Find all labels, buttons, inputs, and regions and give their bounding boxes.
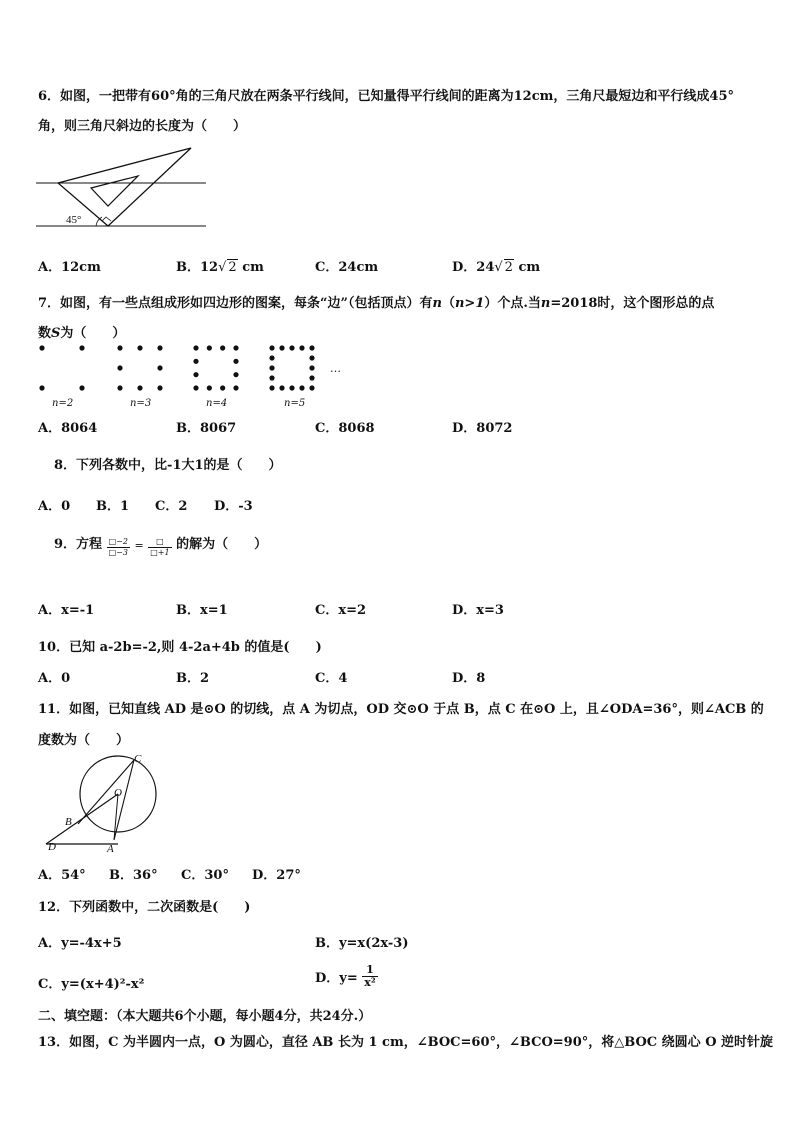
q9-option-a[interactable]: A．x=-1 [38, 603, 95, 618]
q12-option-b[interactable]: B．y=x(2x-3) [315, 936, 409, 951]
q7-dot [233, 385, 238, 390]
q12-stem: 12．下列函数中，二次函数是( ) [38, 900, 251, 915]
q7-dot [117, 385, 122, 390]
q7-dot [299, 385, 304, 390]
q12-option-c[interactable]: C．y=(x+4)²-x² [38, 977, 145, 992]
q7-dot [137, 385, 142, 390]
q11-option-b[interactable]: B．36° [109, 868, 158, 883]
q6-option-d-prefix: D．24 [452, 260, 495, 275]
q10-stem: 10．已知 a-2b=-2,则 4-2a+4b 的值是( ) [38, 640, 322, 655]
section2-title: 二、填空题：（本大题共6个小题，每小题4分，共24分.） [38, 1009, 372, 1024]
q8-option-c[interactable]: C．2 [155, 499, 188, 514]
q9-fraction-right [148, 537, 171, 558]
q6-option-c[interactable]: C．24cm [315, 260, 379, 275]
q7-dot [137, 345, 142, 350]
q7-stem-line1 [38, 292, 714, 311]
q7-option-b[interactable]: B．8067 [176, 421, 237, 436]
q7-dot [269, 355, 274, 360]
q7-option-c[interactable]: C．8068 [315, 421, 375, 436]
q11-stem-line1: 11．如图，已知直线 AD 是⊙O 的切线，点 A 为切点，OD 交⊙O 于点 B，点 C 在⊙O 上，且∠ODA=36°，则∠ACB 的 [38, 702, 764, 717]
q7-var-n: n [540, 296, 551, 311]
q6-option-b-unit: cm [242, 260, 264, 275]
q7-dot [117, 365, 122, 370]
q11-option-d[interactable]: D．27° [252, 868, 301, 883]
q6-angle-label: 45° [66, 214, 82, 226]
q7-dot [39, 385, 44, 390]
radical-icon: √ [494, 260, 503, 275]
q7-dot [309, 355, 314, 360]
q9-option-b[interactable]: B．x=1 [176, 603, 228, 618]
q7-dot [220, 345, 225, 350]
q10-option-d[interactable]: D．8 [452, 671, 486, 686]
q11-label-c: C [134, 753, 142, 765]
q8-stem: 8．下列各数中，比-1大1的是（ ） [54, 458, 282, 473]
q7-dot [207, 385, 212, 390]
q12-option-d-fraction [362, 964, 377, 989]
q7-text: 为（ ） [60, 326, 126, 341]
q12-option-a[interactable]: A．y=-4x+5 [38, 936, 122, 951]
q7-dot [279, 385, 284, 390]
q7-dot [117, 345, 122, 350]
q10-option-a[interactable]: A．0 [38, 671, 71, 686]
q6-option-b-radicand: 2 [228, 260, 237, 275]
q6-option-d-radicand: 2 [504, 260, 513, 275]
q7-dot-figure [36, 344, 356, 394]
q9-frac2-denominator: □+1 [150, 548, 170, 557]
q11-figure [40, 752, 160, 854]
q9-frac2-numerator: □ [148, 537, 171, 548]
q12-option-d-prefix: D．y= [315, 971, 358, 986]
q7-dot [269, 375, 274, 380]
q7-dot [269, 385, 274, 390]
q7-dot [299, 345, 304, 350]
q7-dot [79, 345, 84, 350]
q6-option-b[interactable] [176, 256, 264, 275]
q6-option-a[interactable]: A．12cm [38, 260, 101, 275]
q7-text: （ [441, 296, 455, 311]
q6-stem-line2: 角，则三角尺斜边的长度为（ ） [38, 119, 247, 134]
q7-dot [233, 372, 238, 377]
q11-label-b: B [65, 816, 72, 828]
q7-dot [233, 345, 238, 350]
q7-var-s: S [51, 326, 61, 341]
q9-text: 9．方程 [54, 537, 103, 552]
radical-icon: √ [218, 260, 227, 275]
q12-option-d[interactable] [315, 964, 378, 989]
q7-dot [193, 385, 198, 390]
q7-label-n2: n=2 [52, 398, 74, 409]
q7-option-a[interactable]: A．8064 [38, 421, 98, 436]
q9-option-c[interactable]: C．x=2 [315, 603, 367, 618]
q7-text: =2018时，这个图形总的点 [550, 296, 715, 311]
q9-text: 的解为（ ） [176, 537, 268, 552]
q9-frac1-numerator: □−2 [108, 537, 128, 546]
q8-option-d[interactable]: D．-3 [214, 499, 253, 514]
q7-dot [309, 365, 314, 370]
q6-option-d-unit: cm [518, 260, 541, 275]
q7-dot [193, 372, 198, 377]
q7-dot [79, 385, 84, 390]
q6-option-b-prefix: B．12 [176, 260, 219, 275]
q6-option-d[interactable] [452, 256, 540, 275]
q13-stem-line1: 13．如图，C 为半圆内一点，O 为圆心，直径 AB 长为 1 cm，∠BOC=60°，∠BCO=90°，将△BOC 绕圆心 O 逆时针旋 [38, 1035, 774, 1050]
q7-text: 7．如图，有一些点组成形如四边形的图案，每条“边”（包括顶点）有 [38, 296, 433, 311]
q7-condition: n>1 [454, 296, 485, 311]
q12-option-d-numerator: 1 [362, 964, 377, 977]
q7-dot [157, 345, 162, 350]
q7-dot [269, 345, 274, 350]
q7-dot [269, 365, 274, 370]
q7-dot [279, 345, 284, 350]
q12-option-d-denominator: x² [364, 976, 376, 989]
q8-option-b[interactable]: B．1 [96, 499, 130, 514]
q7-dot [157, 365, 162, 370]
q7-var-n: n [432, 296, 442, 311]
q7-stem-line2 [38, 322, 125, 341]
q6-figure [36, 143, 208, 233]
q9-frac1-denominator: □−3 [108, 548, 128, 557]
q10-option-c[interactable]: C．4 [315, 671, 348, 686]
q7-dot [207, 345, 212, 350]
q7-dot [233, 359, 238, 364]
q7-dot [157, 385, 162, 390]
q7-dot [220, 385, 225, 390]
q7-dot [309, 385, 314, 390]
q7-dot [289, 385, 294, 390]
q7-label-n5: n=5 [284, 398, 306, 409]
q9-fraction-left [107, 537, 130, 558]
q7-dot [193, 359, 198, 364]
q11-option-c[interactable]: C．30° [181, 868, 229, 883]
q7-text: 数 [38, 326, 52, 341]
q7-label-n4: n=4 [206, 398, 228, 409]
q7-option-d[interactable]: D．8072 [452, 421, 513, 436]
q7-dot [193, 345, 198, 350]
q7-label-n3: n=3 [130, 398, 152, 409]
q7-ellipsis: … [330, 362, 341, 375]
q7-dot [309, 345, 314, 350]
q7-dot [289, 345, 294, 350]
q11-option-a[interactable]: A．54° [38, 868, 86, 883]
q9-stem [54, 533, 267, 558]
q7-dot [39, 345, 44, 350]
q6-stem-line1: 6．如图，一把带有60°角的三角尺放在两条平行线间，已知量得平行线间的距离为12cm，三角尺最短边和平行线成45° [38, 89, 734, 104]
q8-option-a[interactable]: A．0 [38, 499, 71, 514]
q11-label-o: O [114, 787, 122, 799]
q11-label-a: A [107, 843, 114, 855]
q11-label-d: D [48, 841, 56, 853]
q11-stem-line2: 度数为（ ） [38, 733, 130, 748]
q9-option-d[interactable]: D．x=3 [452, 603, 504, 618]
q7-text: ）个点.当 [484, 296, 541, 311]
q10-option-b[interactable]: B．2 [176, 671, 210, 686]
q7-dot [309, 375, 314, 380]
q9-equals: = [134, 539, 144, 552]
